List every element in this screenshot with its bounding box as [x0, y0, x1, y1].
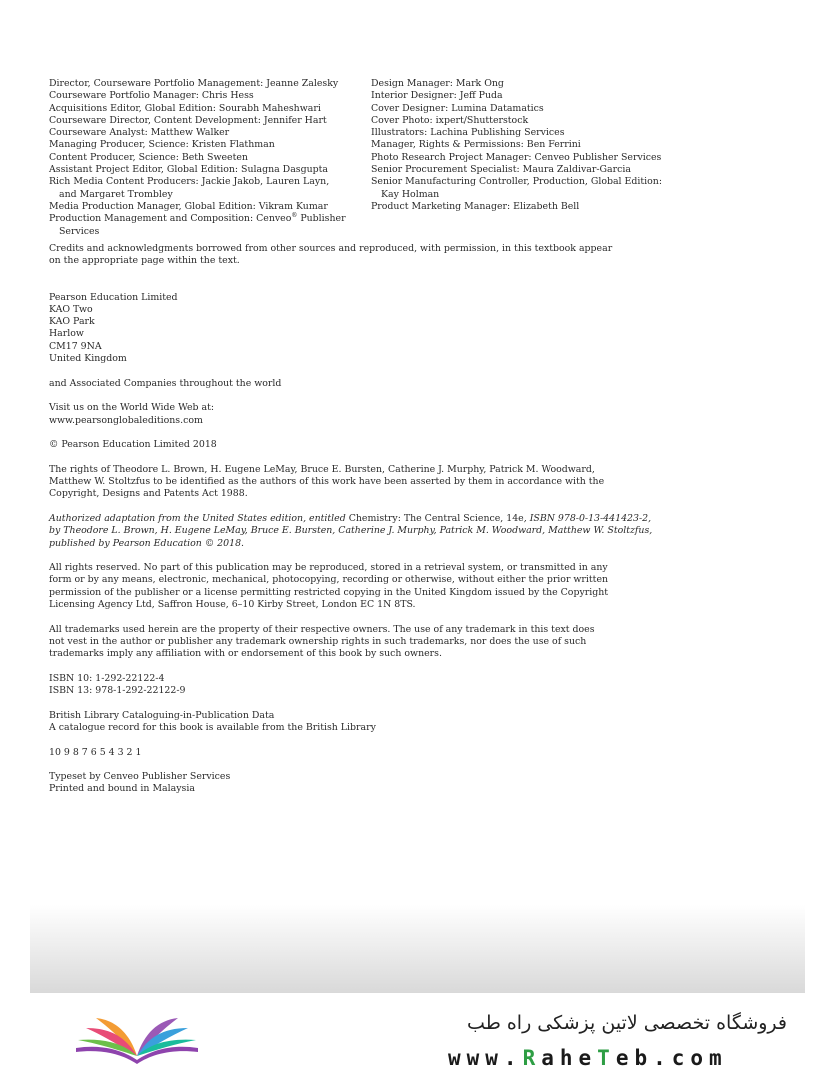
credit-line: Senior Procurement Specialist: Maura Zaldivar-Garcia — [371, 164, 631, 176]
website-link[interactable]: www.pearsonglobaleditions.com — [49, 414, 203, 426]
credit-line: and Margaret Trombley — [59, 188, 173, 200]
text-line: permission of the publisher or a license permitting restricted copying in the United Kingdom issued by the Copyright — [49, 586, 609, 598]
adaptation-notice — [49, 512, 653, 550]
adaptation-isbn: , ISBN 978-0-13-441423-2, — [523, 512, 652, 524]
url-highlight: R — [522, 1046, 542, 1070]
credit-line: Media Production Manager, Global Edition: Vikram Kumar — [49, 200, 328, 212]
address-line: KAO Two — [49, 303, 93, 315]
url-part: ahe — [541, 1046, 598, 1070]
text-line: and Associated Companies throughout the world — [49, 377, 282, 389]
credit-line: Services — [59, 225, 100, 237]
url-highlight: T — [597, 1046, 616, 1070]
acknowledgment-note — [49, 243, 619, 268]
text-line: 10 9 8 7 6 5 4 3 2 1 — [49, 746, 142, 758]
credit-line: Cover Designer: Lumina Datamatics — [371, 102, 544, 114]
credit-line: Cover Photo: ixpert/Shutterstock — [371, 114, 529, 126]
address-line: United Kingdom — [49, 353, 127, 365]
credit-line: Courseware Portfolio Manager: Chris Hess — [49, 90, 254, 102]
credit-line: Illustrators: Lachina Publishing Services — [371, 127, 565, 139]
text-line: not vest in the author or publisher any trademark ownership rights in such trademarks, nor does the use of such — [49, 635, 587, 647]
adaptation-prefix: Authorized adaptation from the United States edition, entitled — [49, 512, 349, 524]
text-line: All trademarks used herein are the property of their respective owners. The use of any trademark in this text does — [49, 623, 595, 635]
text-line: All rights reserved. No part of this publication may be reproduced, stored in a retrieval system, or transmitted in any — [49, 562, 608, 574]
text-line: published by Pearson Education © 2018. — [49, 537, 245, 549]
associated-companies — [49, 378, 619, 390]
text-line: Licensing Agency Ltd, Saffron House, 6–10 Kirby Street, London EC 1N 8TS. — [49, 599, 416, 611]
text-line: trademarks imply any affiliation with or endorsement of this book by such owners. — [49, 648, 442, 660]
text-line: form or by any means, electronic, mechanical, photocopying, recording or otherwise, without either the prior written — [49, 574, 609, 586]
credit-line: Managing Producer, Science: Kristen Flathman — [49, 139, 275, 151]
credits-left-column — [49, 78, 369, 238]
credit-line: Courseware Director, Content Development: Jennifer Hart — [49, 114, 327, 126]
credit-line: Photo Research Project Manager: Cenveo Publisher Services — [371, 151, 662, 163]
website-block — [49, 402, 619, 427]
credit-line: Director, Courseware Portfolio Management: Jeanne Zalesky — [49, 78, 339, 89]
footer-gradient — [30, 905, 805, 993]
isbn-13: ISBN 13: 978-1-292-22122-9 — [49, 685, 186, 697]
credit-line: Courseware Analyst: Matthew Walker — [49, 127, 230, 139]
printing-line — [49, 747, 619, 759]
credit-line: Manager, Rights & Permissions: Ben Ferrini — [371, 139, 581, 151]
isbn-10: ISBN 10: 1-292-22122-4 — [49, 672, 165, 684]
text-line: Matthew W. Stoltzfus to be identified as the authors of this work have been asserted by them in accordance with the — [49, 476, 605, 488]
credit-line: Kay Holman — [381, 188, 440, 200]
text-line: Copyright, Designs and Patents Act 1988. — [49, 488, 248, 500]
publisher-address — [49, 292, 619, 366]
credit-line: Assistant Project Editor, Global Edition: Sulagna Dasgupta — [49, 164, 328, 176]
authors-rights — [49, 464, 619, 501]
text-line: Visit us on the World Wide Web at: — [49, 402, 215, 414]
copyright-body — [49, 243, 653, 808]
text-line: © Pearson Education Limited 2018 — [49, 439, 217, 451]
text-line: The rights of Theodore L. Brown, H. Eugene LeMay, Bruce E. Bursten, Catherine J. Murphy, Patrick M. Woodward, — [49, 463, 595, 475]
address-line: KAO Park — [49, 316, 95, 328]
url-part: eb.com — [615, 1046, 728, 1070]
store-name: فروشگاه تخصصی لاتین پزشکی راه طب — [467, 1012, 787, 1034]
book-title: Chemistry: The Central Science, 14e — [348, 512, 524, 524]
cataloguing-data — [49, 710, 619, 735]
credits-right-column — [371, 78, 671, 213]
address-line: Harlow — [49, 328, 84, 340]
trademarks-notice — [49, 624, 619, 661]
copyright-notice — [49, 439, 619, 451]
credit-line: Product Marketing Manager: Elizabeth Bell — [371, 200, 580, 212]
address-line: CM17 9NA — [49, 340, 102, 352]
text-line — [49, 512, 652, 525]
text-line: Credits and acknowledgments borrowed from other sources and reproduced, with permission, in this textbook appear — [49, 243, 613, 254]
url-part: www. — [448, 1046, 523, 1070]
credit-line: Acquisitions Editor, Global Edition: Sourabh Maheshwari — [49, 102, 321, 114]
open-book-logo-icon — [72, 1004, 202, 1074]
credit-line: Rich Media Content Producers: Jackie Jakob, Lauren Layn, — [49, 176, 330, 188]
text-line: Typeset by Cenveo Publisher Services — [49, 771, 231, 783]
credit-line: Interior Designer: Jeff Puda — [371, 90, 503, 102]
text-line: Printed and bound in Malaysia — [49, 783, 195, 795]
text-line: by Theodore L. Brown, H. Eugene LeMay, Bruce E. Bursten, Catherine J. Murphy, Patrick M. Woodward, Matthew W. Stoltzfus, — [49, 525, 653, 537]
typeset-info — [49, 771, 619, 796]
credit-line: Content Producer, Science: Beth Sweeten — [49, 151, 248, 163]
text-line: British Library Cataloguing-in-Publication Data — [49, 709, 275, 721]
store-url[interactable] — [448, 1046, 728, 1070]
address-line: Pearson Education Limited — [49, 291, 178, 303]
isbn-block — [49, 673, 619, 698]
credit-line: Production Management and Composition: Cenveo® Publisher — [49, 212, 346, 225]
credit-line: Senior Manufacturing Controller, Production, Global Edition: — [371, 176, 662, 188]
all-rights-reserved — [49, 562, 619, 611]
credit-line: Design Manager: Mark Ong — [371, 78, 504, 89]
text-line: on the appropriate page within the text. — [49, 255, 240, 267]
text-line: A catalogue record for this book is available from the British Library — [49, 721, 376, 733]
